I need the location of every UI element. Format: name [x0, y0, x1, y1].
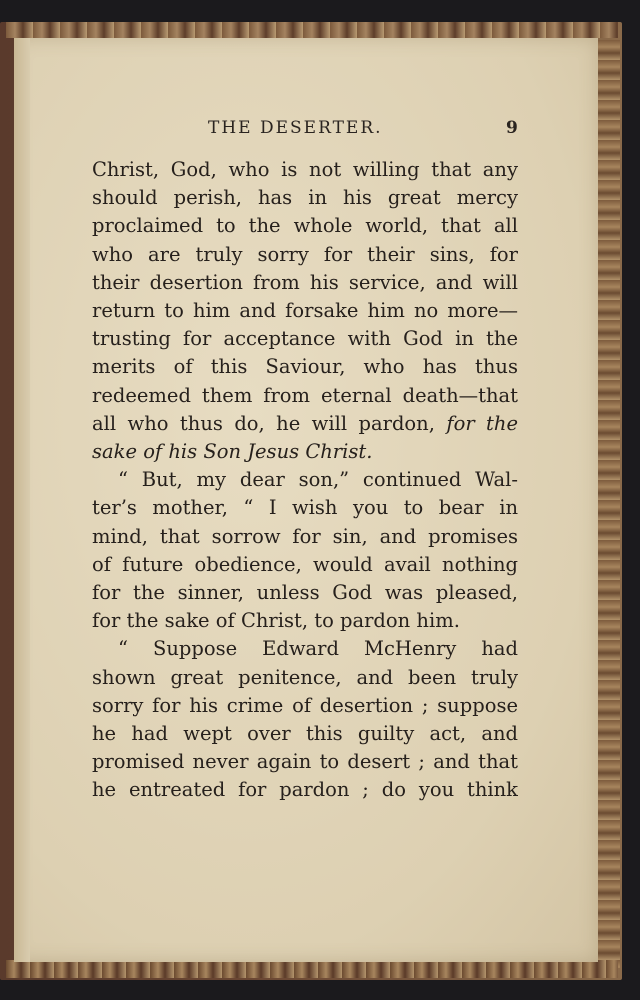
text-segment: all who thus do, he will pardon,	[92, 411, 435, 435]
page-stack-right-edge	[596, 40, 620, 968]
text-line: proclaimed to the whole world, that all	[92, 214, 518, 238]
text-line: return to him and forsake him no more—	[92, 299, 518, 323]
page-stack-bottom-edge	[6, 960, 618, 978]
paragraph-start-line: “ Suppose Edward McHenry had	[118, 637, 518, 661]
page-header	[14, 118, 598, 142]
text-line: redeemed them from eternal death—that	[92, 383, 518, 407]
paragraph-end-line: for the sake of Christ, to pardon him.	[92, 609, 460, 633]
body-text	[92, 156, 518, 805]
text-line: who are truly sorry for their sins, for	[92, 242, 518, 266]
text-line: he entreated for pardon ; do you think	[92, 778, 518, 802]
text-line: trusting for acceptance with God in the	[92, 327, 518, 351]
page-gutter	[14, 38, 30, 962]
page-stack-top-edge	[6, 22, 618, 38]
text-line: sorry for his crime of desertion ; suppose	[92, 693, 518, 717]
italic-text: for the	[446, 411, 518, 435]
text-line: of future obedience, would avail nothing	[92, 552, 518, 576]
text-line: promised never again to desert ; and that	[92, 750, 518, 774]
text-line: shown great penitence, and been truly	[92, 665, 518, 689]
text-line: mind, that sorrow for sin, and promises	[92, 524, 518, 548]
text-line-with-italic	[92, 410, 518, 438]
text-line: ter’s mother, “ I wish you to bear in	[92, 496, 518, 520]
running-head: THE DESERTER.	[208, 118, 383, 138]
text-line: he had wept over this guilty act, and	[92, 722, 518, 746]
paragraph-start-line: “ But, my dear son,” continued Wal-	[118, 468, 518, 492]
text-line: for the sinner, unless God was pleased,	[92, 581, 518, 605]
italic-text-line: sake of his Son Jesus Christ.	[92, 440, 373, 464]
page-number: 9	[506, 118, 518, 138]
text-line: merits of this Saviour, who has thus	[92, 355, 518, 379]
text-line: should perish, has in his great mercy	[92, 186, 518, 210]
text-line: their desertion from his service, and will	[92, 270, 518, 294]
text-line: Christ, God, who is not willing that any	[92, 158, 518, 181]
book-page	[14, 38, 598, 962]
